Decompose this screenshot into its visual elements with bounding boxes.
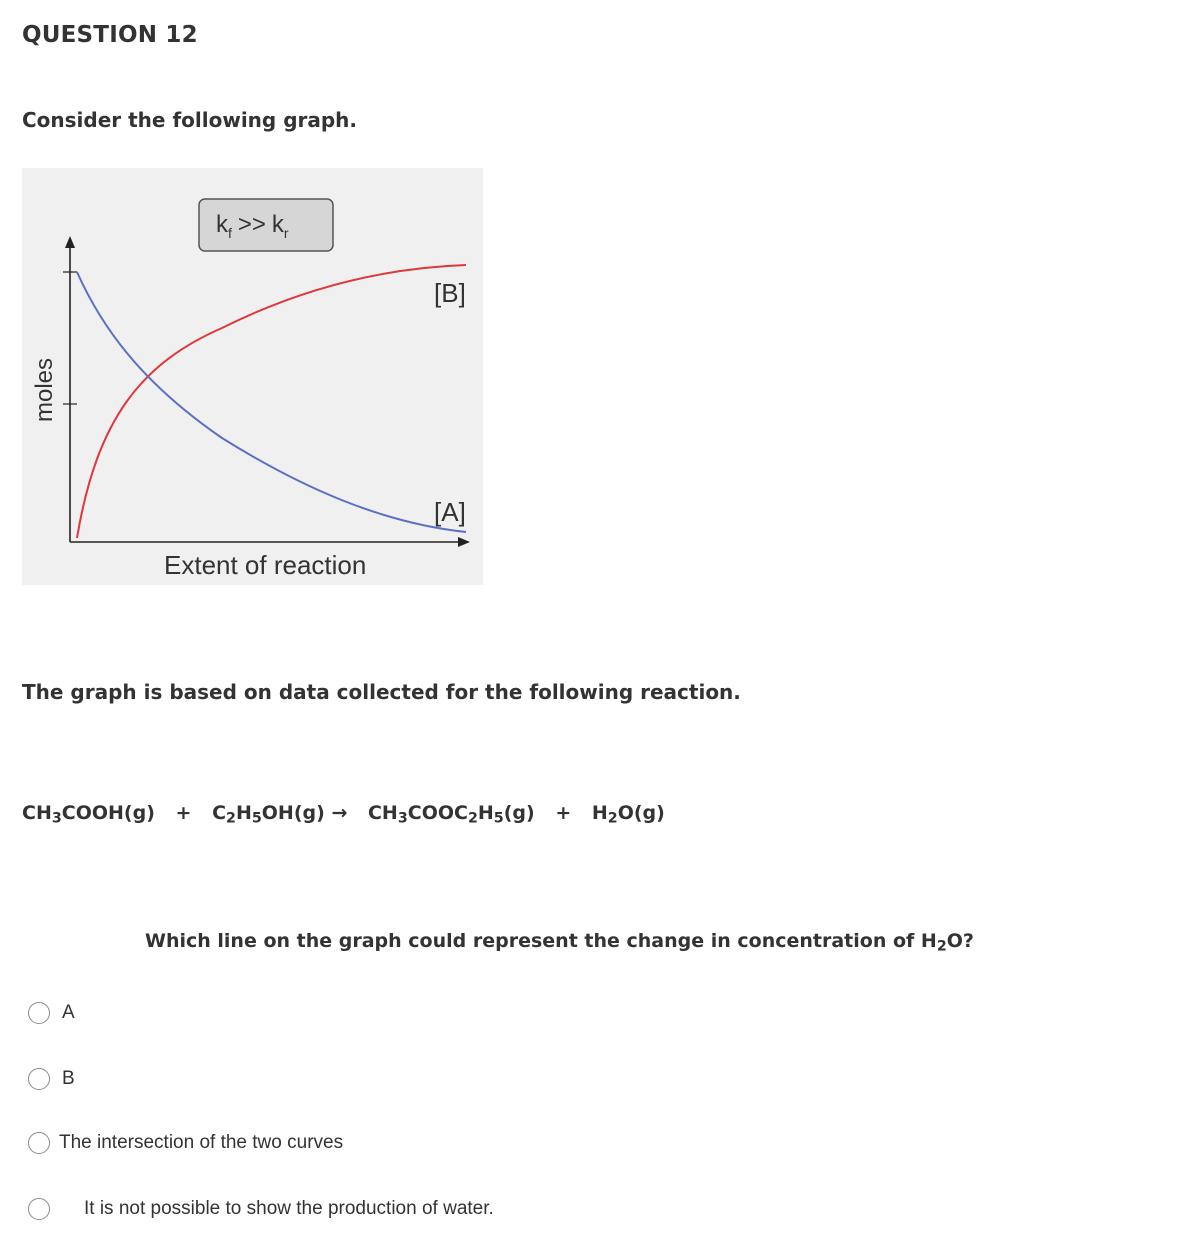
option-b[interactable] (28, 1068, 75, 1090)
graph-svg (22, 168, 483, 585)
question-title: QUESTION 12 (22, 22, 198, 48)
question-prompt-subscript: 2 (936, 938, 947, 955)
radio-button-not-possible[interactable] (28, 1198, 50, 1220)
radio-button-b[interactable] (28, 1068, 50, 1090)
product-water: $H_2O(g)$ (591, 802, 665, 827)
plus-sign: + (175, 802, 192, 824)
rate-constant-label: $k_f >> k_r$ (216, 211, 289, 241)
y-axis-label: moles (31, 357, 58, 423)
question-prompt (145, 930, 974, 955)
reactant-acetic-acid: $CH_3COOH(g)$ (22, 802, 155, 827)
x-axis-label: Extent of reaction (164, 550, 367, 580)
plus-sign: + (555, 802, 572, 824)
option-intersection[interactable] (28, 1132, 343, 1154)
radio-button-intersection[interactable] (28, 1132, 50, 1154)
option-not-possible[interactable] (28, 1198, 494, 1220)
y-axis-arrow-icon (65, 236, 75, 248)
radio-button-a[interactable] (28, 1002, 50, 1024)
curve-a-label: [A] (434, 497, 466, 527)
curve-a (77, 272, 466, 532)
x-axis-arrow-icon (458, 537, 470, 547)
question-intro: Consider the following graph. (22, 108, 358, 132)
option-a-label: A (62, 1002, 75, 1023)
reaction-graph (22, 168, 483, 585)
curve-b-label: [B] (434, 278, 466, 308)
curve-b (77, 265, 466, 538)
option-b-label: B (62, 1068, 75, 1089)
question-prompt-end: O? (946, 930, 974, 952)
option-not-possible-label: It is not possible to show the production of water. (84, 1198, 494, 1219)
chemical-equation (22, 802, 665, 827)
reaction-context: The graph is based on data collected for the following reaction. (22, 680, 741, 704)
question-prompt-text: Which line on the graph could represent the change in concentration of H (145, 930, 937, 952)
product-ethyl-acetate: $CH_3COOC_2H_5(g)$ (367, 802, 535, 827)
reactant-ethanol: $C_2H_5OH(g)$ (212, 802, 325, 827)
option-intersection-label: The intersection of the two curves (59, 1132, 344, 1153)
reaction-arrow: → (331, 802, 348, 824)
option-a[interactable] (28, 1002, 75, 1024)
